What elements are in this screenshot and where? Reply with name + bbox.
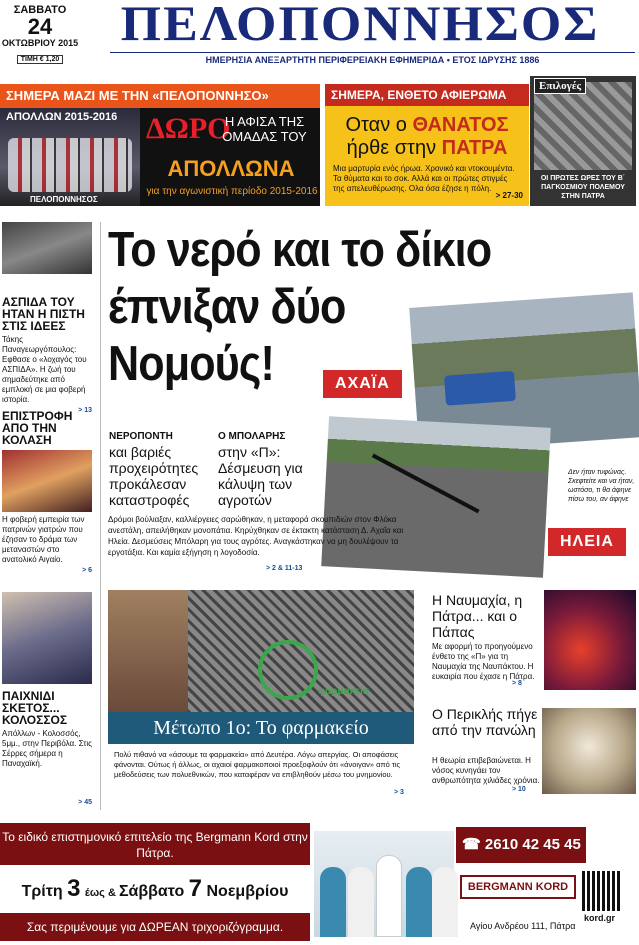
officer-photo xyxy=(2,222,92,274)
issue-date: 24 xyxy=(27,14,53,39)
ww2-photo xyxy=(534,82,632,170)
ilia-label: ΗΛΕΙΑ xyxy=(548,528,626,556)
ww2-insert[interactable] xyxy=(530,76,636,206)
promo-apollon-bar: ΣΗΜΕΡΑ ΜΑΖΙ ΜΕ ΤΗΝ «ΠΕΛΟΠΟΝΝΗΣΟ» xyxy=(0,84,320,108)
ad-line1: Το ειδικό επιστημονικό επιτελείο της Bergmann Kord στην Πάτρα. xyxy=(0,823,310,865)
road-crack xyxy=(372,454,480,514)
players-image xyxy=(8,138,132,192)
pericles-title[interactable]: Ο Περικλής πήγε από την πανώλη xyxy=(432,706,538,738)
left-column xyxy=(0,220,98,810)
ad-dates: Τρίτη 3 έως & Σάββατο 7 Νοεμβρίου xyxy=(21,875,289,902)
naumachia-text: Με αφορμή το προηγούμενο ένθετο της «Π» για τη Ναυμαχία της Ναυπάκτου. Η ευκαιρία που έχασε η Πάτρα. xyxy=(432,642,535,681)
ad-phone[interactable]: ☎ 2610 42 45 45 xyxy=(456,827,586,863)
subhead-bolaris: Ο ΜΠΟΛΑΡΗΣ στην «Π»: Δέσμευση για κάλυψη των αγροτών xyxy=(218,431,303,508)
promo-insert-bar: ΣΗΜΕΡΑ, ΕΝΘΕΤΟ ΑΦΙΕΡΩΜΑ xyxy=(325,84,529,106)
story-kolasi[interactable] xyxy=(2,410,92,574)
naumachia-photo xyxy=(544,590,636,690)
page-ref: > 45 xyxy=(78,799,92,806)
story-text: Απόλλων - Κολοσσός, 5μμ., στην Περιβόλα. Στις Σέρρες σήμερα η Παναχαϊκή. xyxy=(2,729,92,768)
ww2-badge: Επιλογές xyxy=(534,78,586,94)
story-text: Η φοβερή εμπειρία των πατρινών γιατρών που έζησαν το δράμα των μεταναστών στο ανατολικό Αιγαίο. xyxy=(2,515,85,564)
shopper xyxy=(108,590,188,712)
doctors-photo xyxy=(314,831,454,937)
subhead-neroponti: ΝΕΡΟΠΟΝΤΗ και βαριές προχειρότητες προκάλεσαν καταστροφές xyxy=(109,431,199,508)
qr-code-icon[interactable] xyxy=(582,871,622,911)
pericles-text: Η θεωρία επιβεβαιώνεται. Η νόσος κυνηγάει τον ανθρωπότητα χιλιάδες χρόνια. xyxy=(432,756,540,785)
story-title: ΕΠΙΣΤΡΟΦΗ ΑΠΟ ΤΗΝ ΚΟΛΑΣΗ xyxy=(2,409,73,447)
promo-apollon[interactable] xyxy=(0,84,320,206)
page-ref: > 13 xyxy=(78,407,92,414)
issue-month: ΟΚΤΩΒΡΙΟΥ 2015 xyxy=(1,38,79,48)
pharmacy-cross-icon xyxy=(258,640,318,700)
pharmacy-text: Πολύ πιθανό να «άσουμε τα φαρμακεία» από Δευτέρα. Λόγω απεργίας. Οι αποφάσεις φάνονται. Ούτως ή άλλως, οι αχαιοί φαρμακοποιοί προεξοφλούν ότι «άνοιγαν» από τις μεθοδεύσεις των πολυεθνικών, που καταφέραν να επιβληθούν μέσω του μνημονίου. xyxy=(108,746,414,804)
column-divider xyxy=(100,222,101,810)
story-title: ΑΣΠΙΔΑ ΤΟΥ ΗΤΑΝ Η ΠΙΣΤΗ ΣΤΙΣ ΙΔΕΕΣ xyxy=(2,295,85,333)
promo-insert-text: Μια μαρτυρία ενός ήρωα. Χρονικό και ντοκουμέντα. Τα θύματα και το σοκ. Αλλά και οι πρώτες στιγμές της απελευθέρωσης. Ολα όσα έζησε η πόλη. xyxy=(333,164,515,193)
bergmann-kord-logo: BERGMANN KORD xyxy=(460,875,576,899)
main-body: Δρόμοι βούλιαξαν, καλλιέργειες σαρώθηκαν, η μεταφορά σκουπιδιών στον Φλόκα ανεστάλη, απειλήθηκαν μονοπάτια. Κηρύχθηκαν σε έκτακτη κατάσταση Δ. Αχαΐα και Ηλεία. Δεσμεύσεις Μπόλαρη για τους αγρότες. Αναγκάστηκαν να μη δουλέψουν τα εργοτάξια. Και καμία εξήγηση η λογοδοσία. xyxy=(108,515,404,557)
pharmacy-sign: φαρμακεία xyxy=(318,686,370,697)
refugees-photo xyxy=(2,450,92,512)
ad-address: Αγίου Ανδρέου 111, Πάτρα xyxy=(470,921,576,931)
ad-line3: Σας περιμένουμε για ΔΩΡΕΑΝ τριχοριζόγραμμα. xyxy=(0,913,310,941)
naumachia-title[interactable]: Η Ναυμαχία, η Πάτρα... και ο Πάπας xyxy=(432,592,523,640)
pharmacy-title[interactable]: Μέτωπο 1ο: Το φαρμακείο xyxy=(108,712,414,744)
poster-text: Η ΑΦΙΣΑ ΤΗΣ ΟΜΑΔΑΣ ΤΟΥ xyxy=(222,114,307,144)
story-title: ΠΑΙΧΝΙΔΙ ΣΚΕΤΟΣ... ΚΟΛΟΣΣΟΣ xyxy=(2,689,68,727)
date-box xyxy=(0,0,80,68)
pericles-bust-photo xyxy=(542,708,636,794)
main-page-ref: > 2 & 11-13 xyxy=(266,565,303,572)
main-headline[interactable]: Το νερό και το δίκιο έπνιξαν δύο Νομούς! xyxy=(108,223,492,391)
ww2-text: ΟΙ ΠΡΩΤΕΣ ΩΡΕΣ ΤΟΥ Β΄ ΠΑΓΚΟΣΜΙΟΥ ΠΟΛΕΜΟΥ ΣΤΗΝ ΠΑΤΡΑ xyxy=(540,175,626,200)
newspaper-title[interactable]: ΠΕΛΟΠΟΝΝΗΣΟΣ xyxy=(120,0,600,52)
ad-url[interactable]: kord.gr xyxy=(584,913,616,923)
issue-day: ΣΑΒΒΑΤΟ xyxy=(13,4,67,16)
naumachia-page-ref: > 8 xyxy=(512,680,522,687)
season-text: για την αγωνιστική περίοδο 2015-2016 xyxy=(146,186,318,197)
achaia-label: ΑΧΑΪΑ xyxy=(323,370,402,398)
pharmacy-photo xyxy=(108,590,414,712)
story-kolossos[interactable] xyxy=(2,592,92,806)
issue-price: ΤΙΜΗ € 1,20 xyxy=(17,55,64,64)
bergmann-kord-ad[interactable] xyxy=(0,823,639,945)
ilia-caption: Δεν ήταν τυφώνας. Σκεφτείτε και να ήταν, ωστόσο, τι θα άφηνε πίσω του, αν άφηνε xyxy=(568,469,635,503)
team-photo-label: ΠΕΛΟΠΟΝΝΗΣΟΣ xyxy=(30,195,98,204)
story-aspida[interactable] xyxy=(2,222,92,414)
promo-insert[interactable] xyxy=(325,84,529,206)
tagline: ΗΜΕΡΗΣΙΑ ΑΝΕΞΑΡΤΗΤΗ ΠΕΡΙΦΕΡΕΙΑΚΗ ΕΦΗΜΕΡΙΔΑ • ΕΤΟΣ ΙΔΡΥΣΗΣ 1886 xyxy=(110,52,635,66)
team-season: ΑΠΟΛΛΩΝ 2015-2016 xyxy=(6,111,118,123)
gift-label: ΔΩΡΟ xyxy=(142,112,235,146)
pharmacy-page-ref: > 3 xyxy=(394,789,404,796)
basketball-photo xyxy=(2,592,92,684)
team-name: ΑΠΟΛΛΩΝΑ xyxy=(167,156,295,181)
story-text: Τάκης Παναγεωργόπουλος: Εφθασε ο «λοχαγός του ΑΣΠΙΔΑ». Η ζωή του σημαδεύτηκε από εμπλοκή σε μια φοβερή ιστορία. xyxy=(2,335,87,404)
team-photo xyxy=(0,108,140,206)
promo-insert-headline: Οταν ο ΘΑΝΑΤΟΣ ήρθε στην ΠΑΤΡΑ xyxy=(345,114,509,159)
promo-insert-page: > 27-30 xyxy=(495,191,523,200)
pericles-page-ref: > 10 xyxy=(512,786,526,793)
page-ref: > 6 xyxy=(82,567,92,574)
